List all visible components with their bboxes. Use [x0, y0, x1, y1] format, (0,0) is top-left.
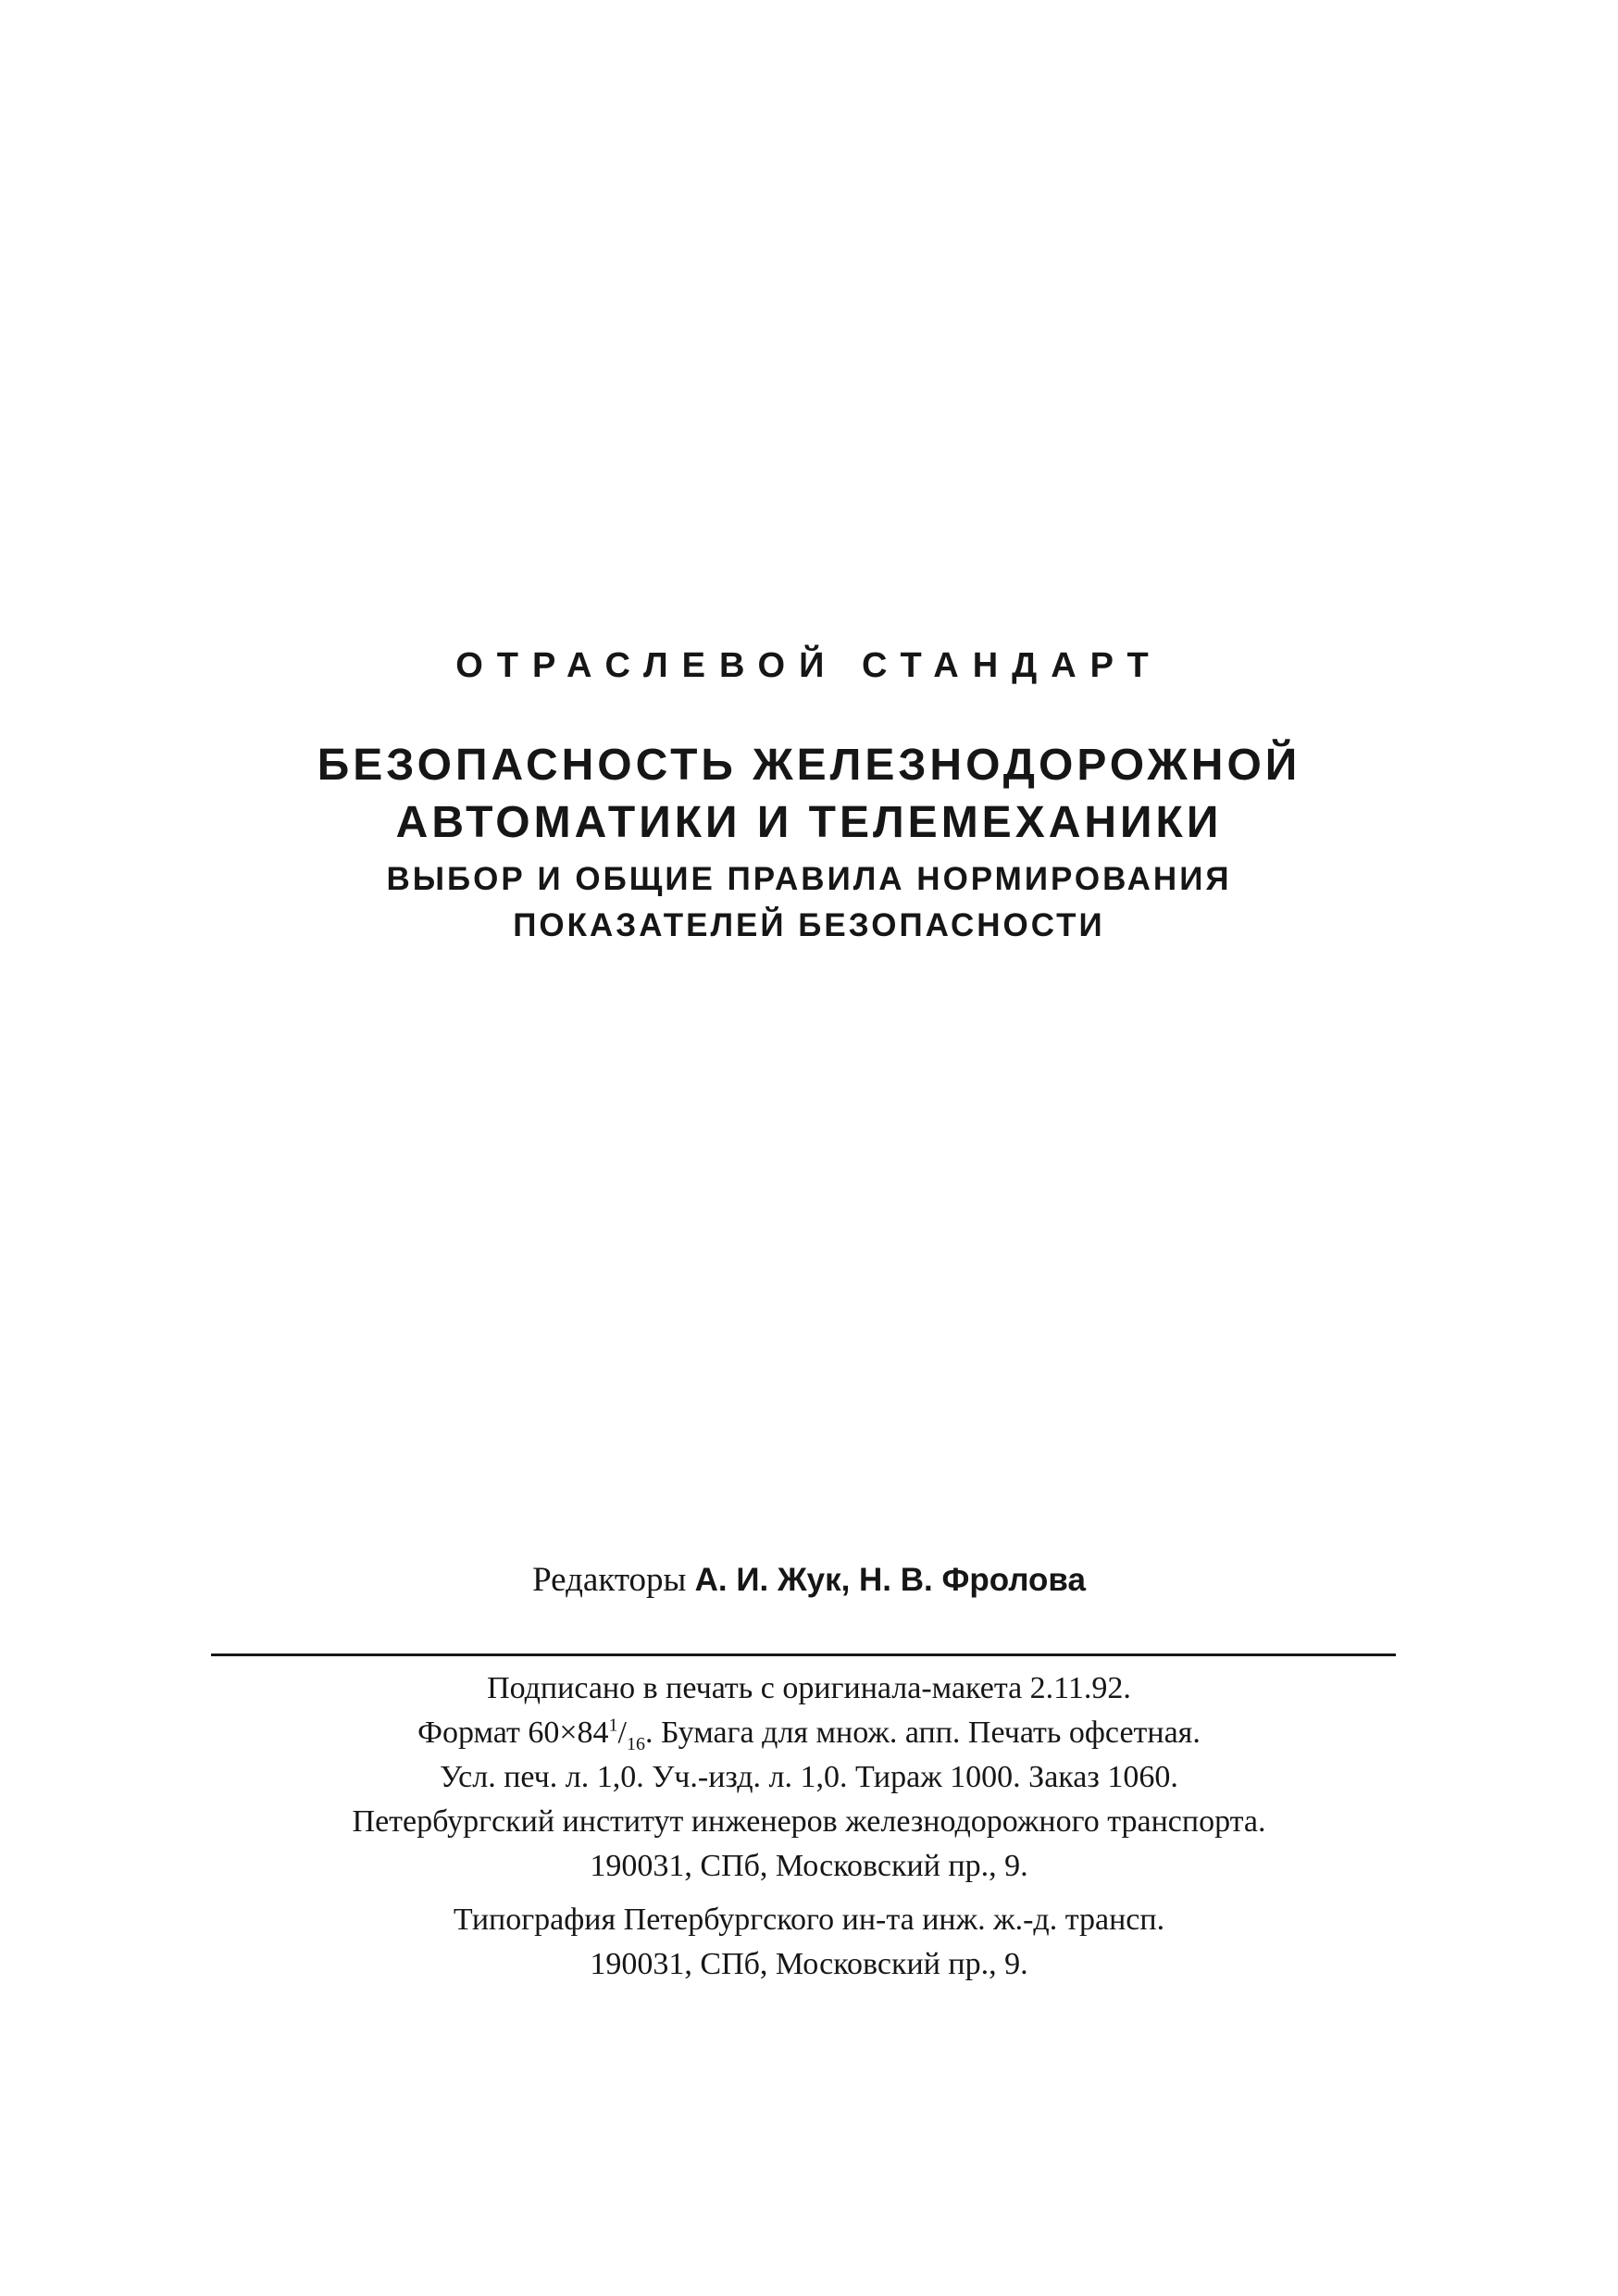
imprint-format-line: Формат $60\times 84^1/_{16}$. Бумага для множ. апп. Печать офсетная.: [417, 1715, 1201, 1754]
imprint-signed-line: Подписано в печать с оригинала-макета 2.11.92.: [487, 1671, 1131, 1705]
editors-credit: [0, 1563, 1618, 1597]
imprint-format-numerator: 1: [608, 1715, 618, 1736]
imprint-publisher-address: 190031, СПб, Московский пр., 9.: [590, 1849, 1028, 1883]
document-subtitle-line: ПОКАЗАТЕЛЕЙ БЕЗОПАСНОСТИ: [513, 907, 1105, 943]
document-title: [0, 737, 1618, 852]
document-subtitle-line: ВЫБОР И ОБЩИЕ ПРАВИЛА НОРМИРОВАНИЯ: [386, 861, 1232, 897]
document-subtitle: [0, 856, 1618, 949]
standard-type-label: ОТРАСЛЕВОЙ СТАНДАРТ: [455, 646, 1163, 685]
imprint-sheets-line: Усл. печ. л. 1,0. Уч.-изд. л. 1,0. Тираж 1000. Заказ 1060.: [440, 1760, 1178, 1794]
imprint-printer-line: Типография Петербургского ин-та инж. ж.-д. трансп.: [453, 1903, 1165, 1937]
editors-label: Редакторы: [532, 1561, 687, 1599]
imprint-format-prefix: Формат 60×84: [417, 1716, 609, 1750]
imprint-publisher-line: Петербургский институт инженеров железнодорожного транспорта.: [352, 1804, 1266, 1839]
imprint-block: [0, 1666, 1618, 1987]
editors-names: А. И. Жук, Н. В. Фролова: [694, 1562, 1086, 1598]
imprint-format-denominator: 16: [627, 1733, 645, 1754]
imprint-format-suffix: . Бумага для множ. апп. Печать офсетная.: [645, 1716, 1201, 1750]
imprint-printer-address: 190031, СПб, Московский пр., 9.: [590, 1947, 1028, 1981]
document-title-line: АВТОМАТИКИ И ТЕЛЕМЕХАНИКИ: [395, 798, 1223, 847]
divider-rule: [211, 1653, 1396, 1656]
document-title-line: БЕЗОПАСНОСТЬ ЖЕЛЕЗНОДОРОЖНОЙ: [317, 741, 1301, 790]
